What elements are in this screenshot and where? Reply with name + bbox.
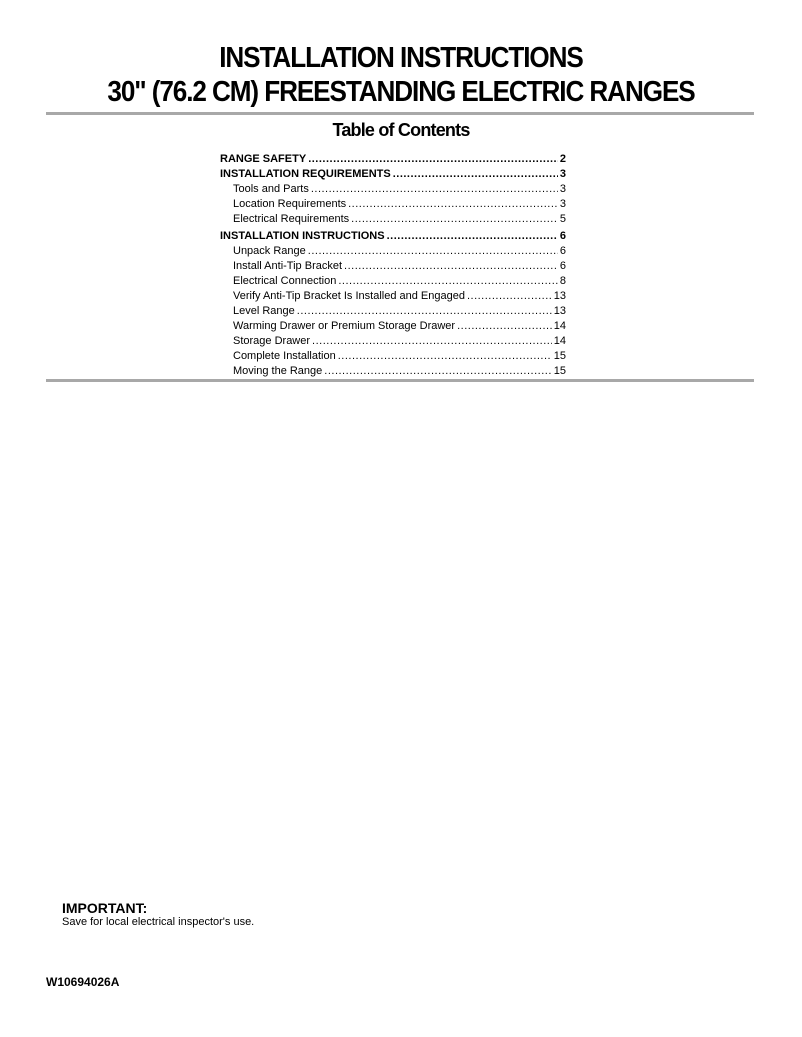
toc-entry-label: RANGE SAFETY [220, 153, 307, 165]
toc-entry[interactable] [220, 334, 566, 349]
toc-title: Table of Contents [332, 120, 470, 140]
toc-entry-label: Electrical Connection [233, 275, 337, 287]
toc-entry-page: 14 [553, 320, 566, 332]
toc-entry-label: Electrical Requirements [233, 213, 350, 225]
toc-entry-label: INSTALLATION INSTRUCTIONS [220, 230, 385, 242]
toc-entry-page: 6 [559, 245, 566, 257]
toc-entry-label: Tools and Parts [233, 183, 309, 195]
document-title-line1: INSTALLATION INSTRUCTIONS [219, 42, 583, 74]
toc-entry-page: 3 [559, 183, 566, 195]
toc-entry-page: 15 [553, 365, 566, 377]
toc-entry-page: 3 [559, 198, 566, 210]
toc-entry-page: 6 [559, 230, 566, 242]
divider [46, 379, 754, 382]
toc-entry-page: 15 [553, 350, 566, 362]
toc-entry[interactable] [220, 304, 566, 319]
toc-entry-page: 3 [559, 168, 566, 180]
toc-entry-label: Location Requirements [233, 198, 347, 210]
dot-leader [457, 319, 552, 334]
dot-leader [312, 334, 552, 349]
dot-leader [338, 349, 552, 364]
dot-leader [351, 212, 558, 227]
toc-entry[interactable] [220, 212, 566, 227]
dot-leader [344, 259, 558, 274]
dot-leader [308, 244, 558, 259]
toc-entry[interactable] [220, 197, 566, 212]
toc-entry-label: Level Range [233, 305, 295, 317]
toc-entry-page: 6 [559, 260, 566, 272]
toc-entry-page: 8 [559, 275, 566, 287]
dot-leader [393, 167, 558, 182]
toc-entry[interactable] [220, 244, 566, 259]
dot-leader [324, 364, 551, 379]
table-of-contents [220, 152, 566, 379]
dot-leader [387, 229, 558, 244]
divider [46, 112, 754, 115]
toc-entry[interactable] [220, 319, 566, 334]
toc-entry-label: Warming Drawer or Premium Storage Drawer [233, 320, 456, 332]
toc-entry[interactable] [220, 289, 566, 304]
toc-entry[interactable] [220, 274, 566, 289]
toc-entry-label: Moving the Range [233, 365, 323, 377]
toc-entry[interactable] [220, 182, 566, 197]
toc-entry-page: 2 [559, 153, 566, 165]
toc-entry[interactable] [220, 152, 566, 167]
toc-entry-label: INSTALLATION REQUIREMENTS [220, 168, 391, 180]
toc-entry[interactable] [220, 167, 566, 182]
dot-leader [467, 289, 552, 304]
toc-entry[interactable] [220, 259, 566, 274]
toc-entry-label: Storage Drawer [233, 335, 311, 347]
dot-leader [348, 197, 558, 212]
toc-entry-page: 5 [559, 213, 566, 225]
important-note: Save for local electrical inspector's use. [62, 916, 255, 928]
toc-entry-label: Complete Installation [233, 350, 336, 362]
important-label: IMPORTANT: [62, 900, 148, 916]
toc-entry[interactable] [220, 349, 566, 364]
toc-entry-label: Unpack Range [233, 245, 306, 257]
toc-entry-page: 13 [553, 290, 566, 302]
part-number: W10694026A [46, 975, 120, 989]
toc-entry-page: 13 [553, 305, 566, 317]
dot-leader [311, 182, 558, 197]
toc-entry-label: Verify Anti-Tip Bracket Is Installed and Engaged [233, 290, 465, 302]
dot-leader [308, 152, 558, 167]
toc-entry[interactable] [220, 229, 566, 244]
toc-entry-page: 14 [553, 335, 566, 347]
document-title-line2: 30" (76.2 CM) FREESTANDING ELECTRIC RANGES [107, 76, 695, 108]
dot-leader [297, 304, 552, 319]
toc-entry[interactable] [220, 364, 566, 379]
dot-leader [338, 274, 558, 289]
toc-entry-label: Install Anti-Tip Bracket [233, 260, 343, 272]
